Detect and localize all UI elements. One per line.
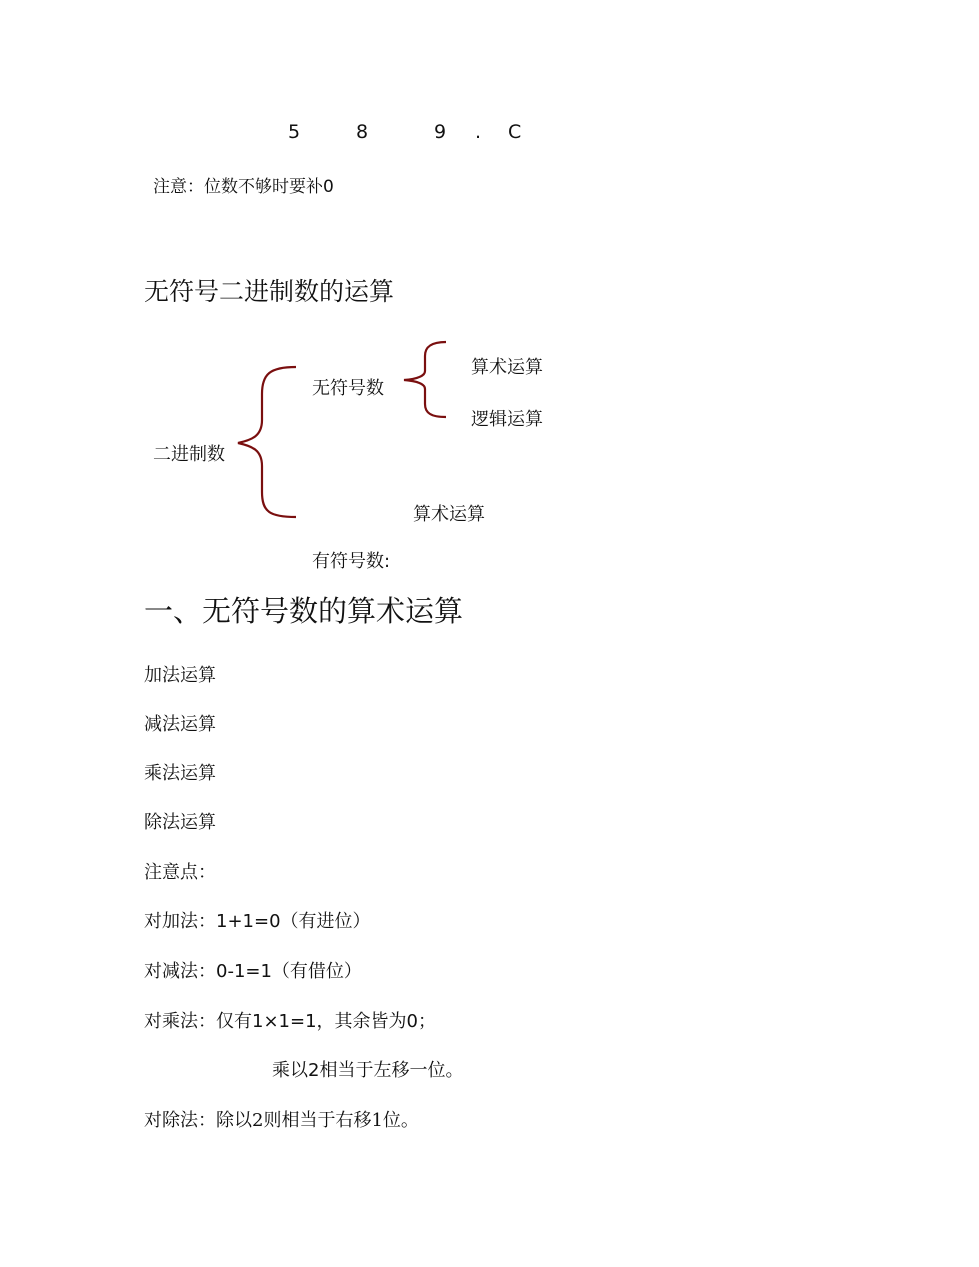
hex-digit-4: C [508,121,522,143]
chapter-heading: 一、无符号数的算术运算 [144,594,464,628]
tree-root-label: 二进制数 [153,444,225,465]
tree-signed-label: 有符号数: [312,551,391,572]
tree-unsigned-arith-label: 算术运算 [471,357,543,378]
note-mul: 对乘法：仅有1×1=1，其余皆为0； [144,1011,436,1032]
op-div: 除法运算 [144,812,216,833]
op-mul: 乘法运算 [144,763,216,784]
note-sub: 对减法：0-1=1（有借位） [144,961,362,982]
note-padding-zero: 注意：位数不够时要补0 [153,177,334,197]
op-sub: 减法运算 [144,714,216,735]
notes-title: 注意点： [144,862,216,883]
note-div: 对除法：除以2则相当于右移1位。 [144,1110,419,1131]
op-add: 加法运算 [144,665,216,686]
tree-unsigned-logic-text: 逻辑运算 [471,409,543,430]
tree-unsigned-label: 无符号数 [312,378,384,399]
tree-signed-arith-label: 算术运算 [413,504,485,525]
note-add: 对加法：1+1=0（有进位） [144,911,371,932]
note-mul-shift: 乘以2相当于左移一位。 [272,1060,464,1081]
hex-dot: . [475,121,482,143]
hex-digit-1: 5 [288,121,301,143]
hex-digit-3: 9 [434,121,447,143]
hex-digit-2: 8 [356,121,369,143]
tree-unsigned-logic-label [471,405,543,430]
big-brace [238,367,296,517]
section-heading: 无符号二进制数的运算 [144,277,395,306]
small-brace [404,342,446,417]
